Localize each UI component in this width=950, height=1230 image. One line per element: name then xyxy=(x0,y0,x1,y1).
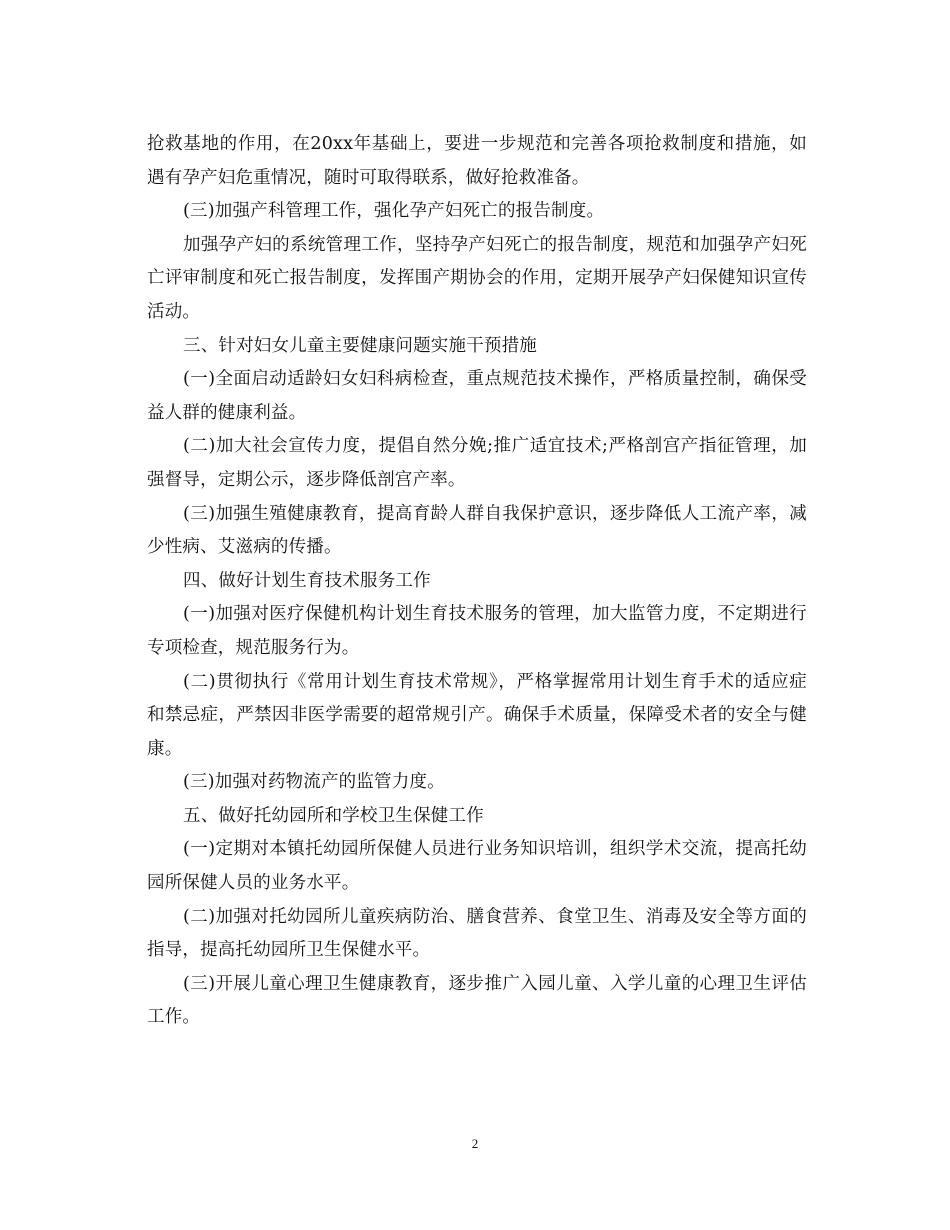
document-body xyxy=(147,128,807,1035)
paragraph: (一)加强对医疗保健机构计划生育技术服务的管理，加大监管力度，不定期进行专项检查，规范服务行为。 xyxy=(147,604,807,658)
section-heading: 五、做好托幼园所和学校卫生保健工作 xyxy=(183,805,484,826)
paragraph: (二)贯彻执行《常用计划生育技术常规》，严格掌握常用计划生育手术的适应症和禁忌症，严禁因非医学需要的超常规引产。确保手术质量，保障受术者的安全与健康。 xyxy=(147,671,807,759)
paragraph: (一)全面启动适龄妇女妇科病检查，重点规范技术操作，严格质量控制，确保受益人群的健康利益。 xyxy=(147,369,807,423)
paragraph: (二)加强对托幼园所儿童疾病防治、膳食营养、食堂卫生、消毒及安全等方面的指导，提高托幼园所卫生保健水平。 xyxy=(147,906,807,961)
paragraph: (一)定期对本镇托幼园所保健人员进行业务知识培训，组织学术交流，提高托幼园所保健人员的业务水平。 xyxy=(147,839,807,894)
page-number: 2 xyxy=(471,1136,479,1151)
section-heading: 三、针对妇女儿童主要健康问题实施干预措施 xyxy=(183,335,537,356)
paragraph: 抢救基地的作用，在20xx年基础上，要进一步规范和完善各项抢救制度和措施，如遇有孕产妇危重情况，随时可取得联系，做好抢救准备。 xyxy=(147,134,807,188)
paragraph: (三)开展儿童心理卫生健康教育，逐步推广入园儿童、入学儿童的心理卫生评估工作。 xyxy=(147,973,807,1028)
paragraph: (三)加强生殖健康教育，提高育龄人群自我保护意识，逐步降低人工流产率，减少性病、艾滋病的传播。 xyxy=(147,503,807,558)
paragraph: (二)加大社会宣传力度，提倡自然分娩;推广适宜技术;严格剖宫产指征管理，加强督导，定期公示，逐步降低剖宫产率。 xyxy=(147,436,807,490)
paragraph: (三)加强产科管理工作，强化孕产妇死亡的报告制度。 xyxy=(183,201,605,222)
paragraph: 加强孕产妇的系统管理工作，坚持孕产妇死亡的报告制度，规范和加强孕产妇死亡评审制度和死亡报告制度，发挥围产期协会的作用，定期开展孕产妇保健知识宣传活动。 xyxy=(147,234,807,322)
section-heading: 四、做好计划生育技术服务工作 xyxy=(183,570,431,591)
paragraph: (三)加强对药物流产的监管力度。 xyxy=(183,772,445,793)
